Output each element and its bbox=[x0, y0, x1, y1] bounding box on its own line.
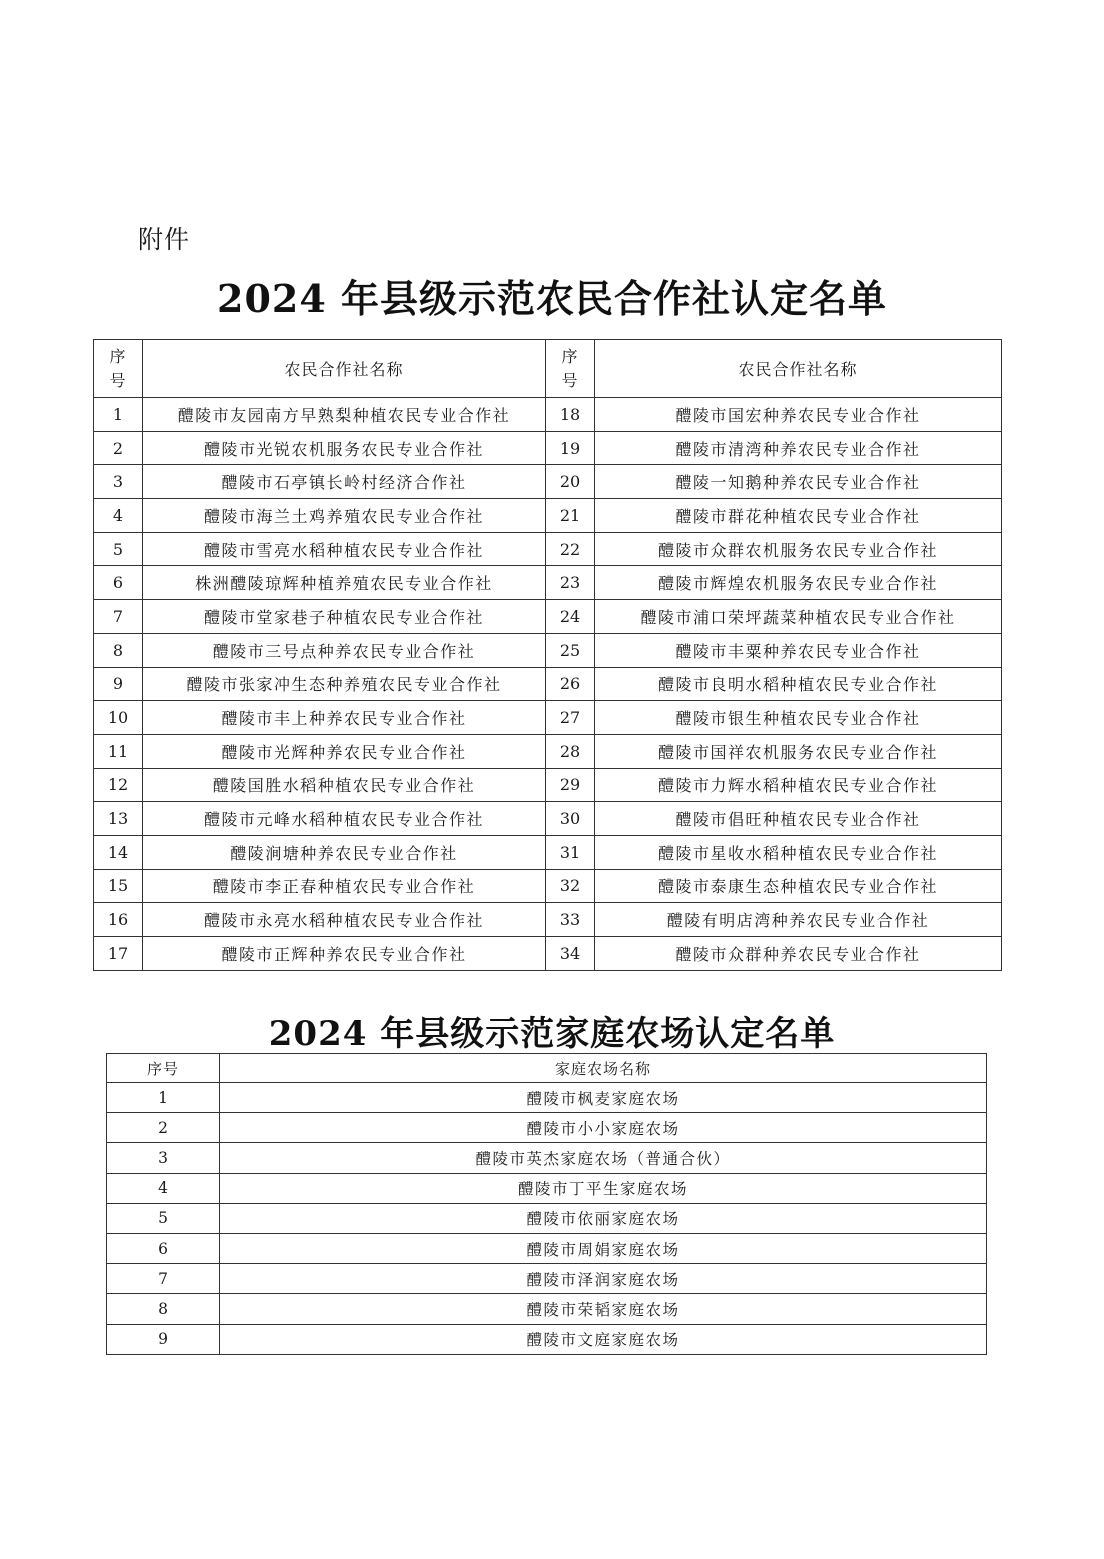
table-row bbox=[94, 903, 1002, 937]
coop-seq-right: 26 bbox=[546, 667, 595, 701]
table-row bbox=[107, 1324, 987, 1354]
coop-seq-right: 32 bbox=[546, 869, 595, 903]
coop-name-right: 醴陵市倡旺种植农民专业合作社 bbox=[595, 802, 1002, 836]
coop-seq-right: 23 bbox=[546, 566, 595, 600]
farm-seq: 3 bbox=[107, 1143, 220, 1173]
coop-seq-left: 12 bbox=[94, 768, 143, 802]
table-row bbox=[107, 1113, 987, 1143]
coop-header-seq-right: 序 号 bbox=[546, 340, 595, 398]
table-row bbox=[107, 1083, 987, 1113]
coop-name-left: 醴陵市丰上种养农民专业合作社 bbox=[143, 701, 546, 735]
coop-seq-right: 20 bbox=[546, 465, 595, 499]
table-row bbox=[94, 937, 1002, 971]
coop-name-left: 醴陵涧塘种养农民专业合作社 bbox=[143, 835, 546, 869]
coop-header-row bbox=[94, 340, 1002, 398]
coop-name-left: 醴陵市光辉种养农民专业合作社 bbox=[143, 734, 546, 768]
table-row bbox=[94, 532, 1002, 566]
coop-seq-right: 19 bbox=[546, 431, 595, 465]
farm-seq: 5 bbox=[107, 1203, 220, 1233]
table-row bbox=[94, 768, 1002, 802]
farm-seq: 2 bbox=[107, 1113, 220, 1143]
coop-name-left: 醴陵市元峰水稻种植农民专业合作社 bbox=[143, 802, 546, 836]
coop-name-right: 醴陵市泰康生态种植农民专业合作社 bbox=[595, 869, 1002, 903]
coop-name-left: 醴陵市永亮水稻种植农民专业合作社 bbox=[143, 903, 546, 937]
coop-seq-left: 1 bbox=[94, 398, 143, 432]
coop-name-left: 醴陵市海兰土鸡养殖农民专业合作社 bbox=[143, 499, 546, 533]
coop-seq-left: 3 bbox=[94, 465, 143, 499]
coop-name-right: 醴陵市辉煌农机服务农民专业合作社 bbox=[595, 566, 1002, 600]
coop-header-name-right: 农民合作社名称 bbox=[595, 340, 1002, 398]
attachment-label: 附件 bbox=[138, 225, 191, 254]
farm-name: 醴陵市泽润家庭农场 bbox=[220, 1264, 987, 1294]
coop-seq-right: 33 bbox=[546, 903, 595, 937]
coop-name-left: 醴陵国胜水稻种植农民专业合作社 bbox=[143, 768, 546, 802]
coop-seq-left: 2 bbox=[94, 431, 143, 465]
coop-seq-right: 18 bbox=[546, 398, 595, 432]
farm-list-title: 2024 年县级示范家庭农场认定名单 bbox=[268, 1014, 836, 1054]
farm-seq: 6 bbox=[107, 1233, 220, 1263]
table-row bbox=[94, 465, 1002, 499]
farm-name: 醴陵市依丽家庭农场 bbox=[220, 1203, 987, 1233]
coop-list-title: 2024 年县级示范农民合作社认定名单 bbox=[217, 276, 887, 321]
table-row bbox=[94, 600, 1002, 634]
coop-seq-right: 24 bbox=[546, 600, 595, 634]
coop-name-right: 醴陵一知鹅种养农民专业合作社 bbox=[595, 465, 1002, 499]
coop-seq-right: 25 bbox=[546, 633, 595, 667]
table-row bbox=[94, 835, 1002, 869]
table-row bbox=[94, 633, 1002, 667]
coop-seq-left: 14 bbox=[94, 835, 143, 869]
coop-name-left: 醴陵市堂家巷子种植农民专业合作社 bbox=[143, 600, 546, 634]
coop-name-left: 醴陵市雪亮水稻种植农民专业合作社 bbox=[143, 532, 546, 566]
coop-seq-left: 13 bbox=[94, 802, 143, 836]
table-row bbox=[94, 701, 1002, 735]
coop-seq-left: 9 bbox=[94, 667, 143, 701]
coop-name-left: 醴陵市友园南方早熟梨种植农民专业合作社 bbox=[143, 398, 546, 432]
coop-seq-left: 11 bbox=[94, 734, 143, 768]
farm-name: 醴陵市英杰家庭农场（普通合伙） bbox=[220, 1143, 987, 1173]
farm-name: 醴陵市周娟家庭农场 bbox=[220, 1233, 987, 1263]
farm-name: 醴陵市枫麦家庭农场 bbox=[220, 1083, 987, 1113]
coop-seq-left: 16 bbox=[94, 903, 143, 937]
coop-name-right: 醴陵市丰粟种养农民专业合作社 bbox=[595, 633, 1002, 667]
coop-name-left: 醴陵市光锐农机服务农民专业合作社 bbox=[143, 431, 546, 465]
farm-seq: 9 bbox=[107, 1324, 220, 1354]
coop-seq-left: 10 bbox=[94, 701, 143, 735]
coop-name-left: 醴陵市石亭镇长岭村经济合作社 bbox=[143, 465, 546, 499]
farm-seq: 1 bbox=[107, 1083, 220, 1113]
farm-table bbox=[106, 1053, 987, 1355]
coop-seq-left: 5 bbox=[94, 532, 143, 566]
coop-name-right: 醴陵市众群种养农民专业合作社 bbox=[595, 937, 1002, 971]
coop-name-right: 醴陵市银生种植农民专业合作社 bbox=[595, 701, 1002, 735]
coop-name-right: 醴陵市国祥农机服务农民专业合作社 bbox=[595, 734, 1002, 768]
table-row bbox=[94, 499, 1002, 533]
coop-name-left: 醴陵市正辉种养农民专业合作社 bbox=[143, 937, 546, 971]
table-row bbox=[94, 566, 1002, 600]
coop-seq-right: 30 bbox=[546, 802, 595, 836]
coop-name-right: 醴陵市众群农机服务农民专业合作社 bbox=[595, 532, 1002, 566]
coop-header-name-left: 农民合作社名称 bbox=[143, 340, 546, 398]
farm-header-row bbox=[107, 1054, 987, 1083]
table-row bbox=[94, 869, 1002, 903]
coop-name-left: 醴陵市李正春种植农民专业合作社 bbox=[143, 869, 546, 903]
coop-table bbox=[93, 339, 1002, 971]
coop-seq-right: 34 bbox=[546, 937, 595, 971]
farm-seq: 4 bbox=[107, 1173, 220, 1203]
table-row bbox=[94, 802, 1002, 836]
farm-header-name: 家庭农场名称 bbox=[220, 1054, 987, 1083]
coop-name-left: 株洲醴陵琼辉种植养殖农民专业合作社 bbox=[143, 566, 546, 600]
coop-name-right: 醴陵市国宏种养农民专业合作社 bbox=[595, 398, 1002, 432]
table-row bbox=[94, 734, 1002, 768]
coop-seq-right: 29 bbox=[546, 768, 595, 802]
coop-seq-right: 27 bbox=[546, 701, 595, 735]
coop-name-right: 醴陵市良明水稻种植农民专业合作社 bbox=[595, 667, 1002, 701]
coop-seq-left: 6 bbox=[94, 566, 143, 600]
table-row bbox=[107, 1143, 987, 1173]
coop-seq-left: 8 bbox=[94, 633, 143, 667]
coop-seq-left: 7 bbox=[94, 600, 143, 634]
farm-name: 醴陵市丁平生家庭农场 bbox=[220, 1173, 987, 1203]
table-row bbox=[107, 1203, 987, 1233]
coop-seq-right: 21 bbox=[546, 499, 595, 533]
coop-name-right: 醴陵有明店湾种养农民专业合作社 bbox=[595, 903, 1002, 937]
farm-header-seq: 序号 bbox=[107, 1054, 220, 1083]
coop-seq-left: 4 bbox=[94, 499, 143, 533]
table-row bbox=[107, 1264, 987, 1294]
farm-seq: 7 bbox=[107, 1264, 220, 1294]
table-row bbox=[107, 1233, 987, 1263]
farm-name: 醴陵市荣韬家庭农场 bbox=[220, 1294, 987, 1324]
table-row bbox=[107, 1173, 987, 1203]
farm-name: 醴陵市文庭家庭农场 bbox=[220, 1324, 987, 1354]
coop-header-seq-left: 序 号 bbox=[94, 340, 143, 398]
coop-seq-left: 17 bbox=[94, 937, 143, 971]
coop-name-right: 醴陵市力辉水稻种植农民专业合作社 bbox=[595, 768, 1002, 802]
coop-seq-left: 15 bbox=[94, 869, 143, 903]
table-row bbox=[94, 398, 1002, 432]
coop-seq-right: 31 bbox=[546, 835, 595, 869]
table-row bbox=[94, 431, 1002, 465]
coop-name-right: 醴陵市浦口荣坪蔬菜种植农民专业合作社 bbox=[595, 600, 1002, 634]
table-row bbox=[94, 667, 1002, 701]
coop-name-right: 醴陵市清湾种养农民专业合作社 bbox=[595, 431, 1002, 465]
coop-name-left: 醴陵市三号点种养农民专业合作社 bbox=[143, 633, 546, 667]
coop-name-right: 醴陵市星收水稻种植农民专业合作社 bbox=[595, 835, 1002, 869]
coop-seq-right: 22 bbox=[546, 532, 595, 566]
table-row bbox=[107, 1294, 987, 1324]
coop-name-right: 醴陵市群花种植农民专业合作社 bbox=[595, 499, 1002, 533]
farm-seq: 8 bbox=[107, 1294, 220, 1324]
farm-name: 醴陵市小小家庭农场 bbox=[220, 1113, 987, 1143]
coop-name-left: 醴陵市张家冲生态种养殖农民专业合作社 bbox=[143, 667, 546, 701]
coop-seq-right: 28 bbox=[546, 734, 595, 768]
